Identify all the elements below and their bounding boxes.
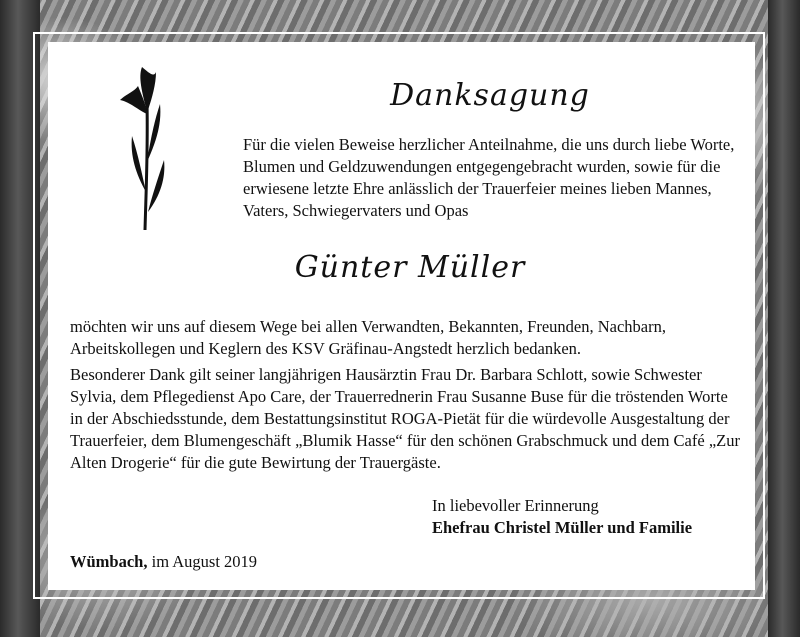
calla-lily-icon <box>112 62 174 232</box>
thanks-paragraph: möchten wir uns auf diesem Wege bei allen Verwandten, Bekannten, Freunden, Nachbarn, Arbeitskollegen und Keglern des KSV Gräfinau-Angstedt herzlich bedanken. <box>70 317 666 358</box>
date: im August 2019 <box>151 552 258 571</box>
place-date <box>70 551 470 573</box>
signatories: Ehefrau Christel Müller und Familie <box>432 518 693 537</box>
place: Wümbach, <box>70 552 148 571</box>
closing-line: In liebevoller Erinnerung <box>432 496 599 515</box>
special-thanks-paragraph: Besonderer Dank gilt seiner langjährigen Hausärztin Frau Dr. Barbara Schlott, sowie Schwester Sylvia, dem Pflegedienst Apo Care, der Trauerrednerin Frau Susanne Buse für die tröstenden Worte in der Abschiedsstunde, dem Bestattungsinstitut ROGA-Pietät für die würdevolle Ausgestaltung der Trauerfeier, dem Blumengeschäft „Blumik Hasse“ für den schönen Grabschmuck und dem Café „Zur Alten Drogerie“ für die gute Bewirtung der Trauergäste. <box>70 365 740 472</box>
intro-text: Für die vielen Beweise herzlicher Anteilnahme, die uns durch liebe Worte, Blumen und Geldzuwendungen entgegengebracht wurden, sowie für die erwiesene letzte Ehre anlässlich der Trauerfeier meines lieben Mannes, Vaters, Schwiegervaters und Opas <box>243 135 735 220</box>
deceased-name: Günter Müller <box>294 250 526 285</box>
notice-title: Danksagung <box>390 78 590 113</box>
signature-block <box>432 495 752 539</box>
tree-trunk-right <box>768 0 800 637</box>
